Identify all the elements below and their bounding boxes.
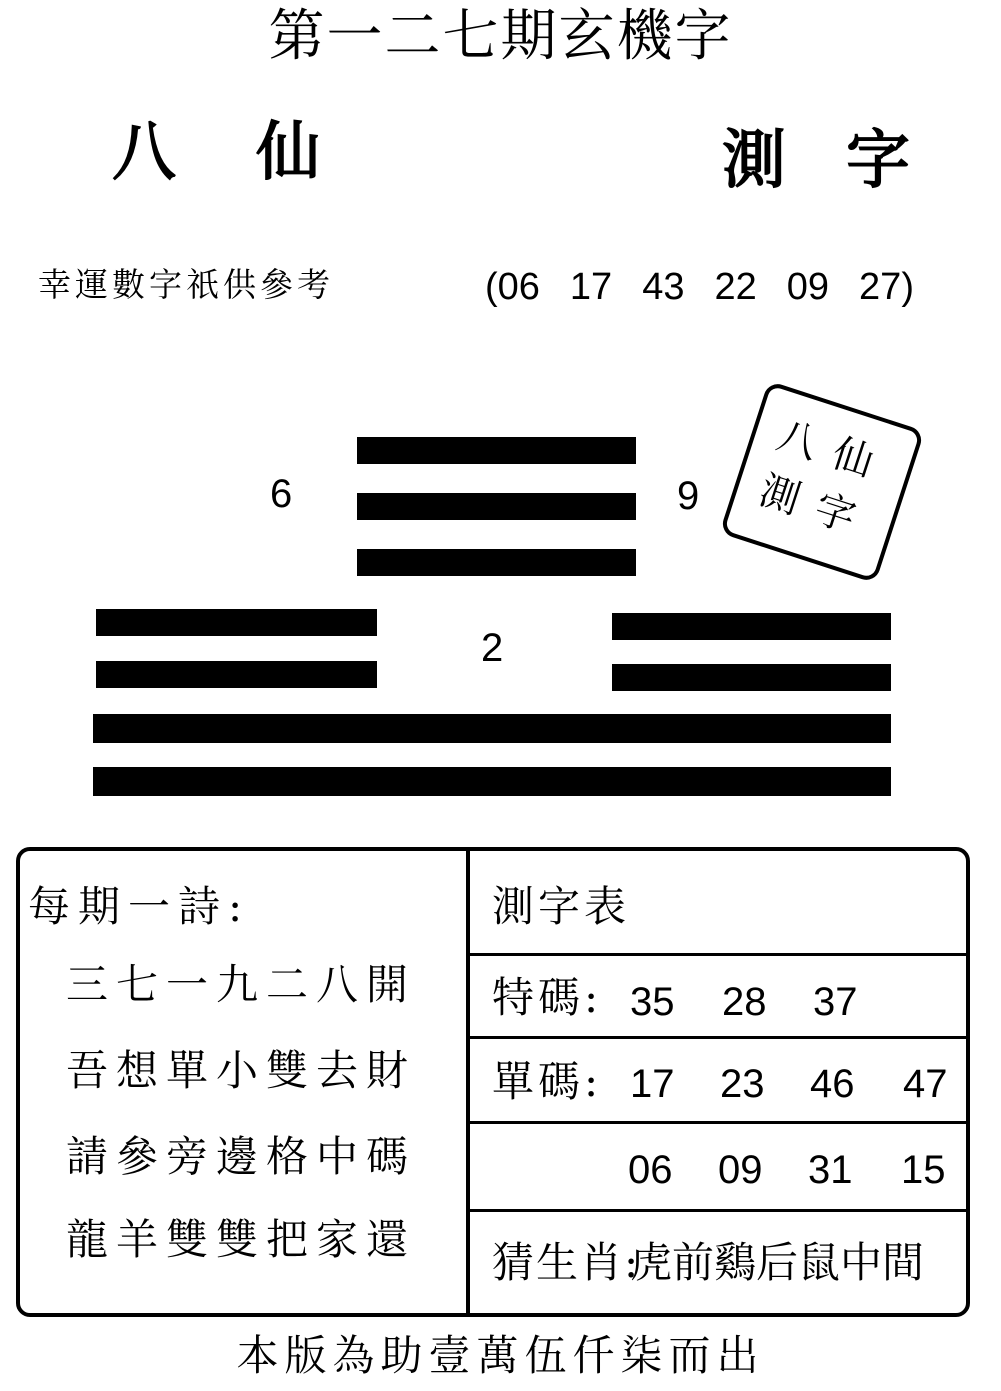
lucky-number: 17 (569, 266, 613, 308)
trigram-broken-line (96, 661, 377, 688)
single-number: 31 (808, 1148, 853, 1192)
single-number: 09 (718, 1148, 763, 1192)
trigram-line (93, 714, 891, 743)
lucky-number: 09 (786, 266, 830, 308)
single-number: 06 (628, 1148, 673, 1192)
lucky-number: 43 (642, 266, 685, 308)
trigram-line (357, 437, 636, 464)
brand-left: 八仙 (112, 115, 400, 190)
brand-right: 測字 (722, 123, 970, 198)
lucky-label: 幸運數字祇供參考 (38, 265, 334, 304)
special-number: 35 (630, 980, 675, 1024)
lucky-number: 22 (714, 266, 757, 308)
page-title: 第一二七期玄機字 (268, 4, 733, 69)
single-number: 17 (630, 1062, 675, 1106)
trigram-line (357, 549, 636, 576)
table-rule (470, 1121, 966, 1124)
poem-line: 龍羊雙雙把家還 (66, 1215, 417, 1264)
single-label: 單碼: (492, 1057, 603, 1106)
poem-line: 三七一九二八開 (66, 960, 417, 1009)
hexagram-left-number: 6 (270, 472, 293, 516)
hexagram-right-number: 9 (677, 474, 700, 518)
lucky-number: 27) (859, 266, 914, 308)
single-number: 46 (810, 1062, 855, 1106)
trigram-broken-line (612, 613, 891, 640)
single-number: 47 (903, 1062, 948, 1106)
trigram-broken-line (96, 609, 377, 636)
lucky-numbers (485, 262, 914, 312)
table-rule (470, 1036, 966, 1039)
single-number: 15 (901, 1148, 946, 1192)
poem-line: 請參旁邊格中碼 (66, 1132, 417, 1181)
trigram-broken-line (612, 664, 891, 691)
zodiac-text: 虎前鷄后鼠中間 (630, 1238, 925, 1287)
hexagram-middle-number: 2 (481, 626, 504, 670)
stamp-seal (719, 381, 924, 584)
single-number: 23 (720, 1062, 765, 1106)
box-divider (466, 851, 470, 1313)
poem-heading: 每期一詩: (28, 882, 251, 931)
table-heading: 測字表 (492, 882, 631, 931)
stamp-line-2: 測字 (753, 467, 879, 548)
zodiac-label: 猜生肖: (492, 1238, 641, 1287)
stamp-line-1: 八仙 (771, 412, 897, 492)
special-label: 特碼: (492, 973, 603, 1022)
trigram-line (357, 493, 636, 520)
special-number: 28 (722, 980, 767, 1024)
trigram-line (93, 767, 891, 796)
footer-note: 本版為助壹萬伍仟柒而出 (236, 1331, 765, 1380)
lucky-number: (06 (485, 266, 540, 308)
special-number: 37 (813, 980, 858, 1024)
table-rule (470, 953, 966, 956)
poem-line: 吾想單小雙去財 (66, 1046, 417, 1095)
table-rule (470, 1209, 966, 1212)
